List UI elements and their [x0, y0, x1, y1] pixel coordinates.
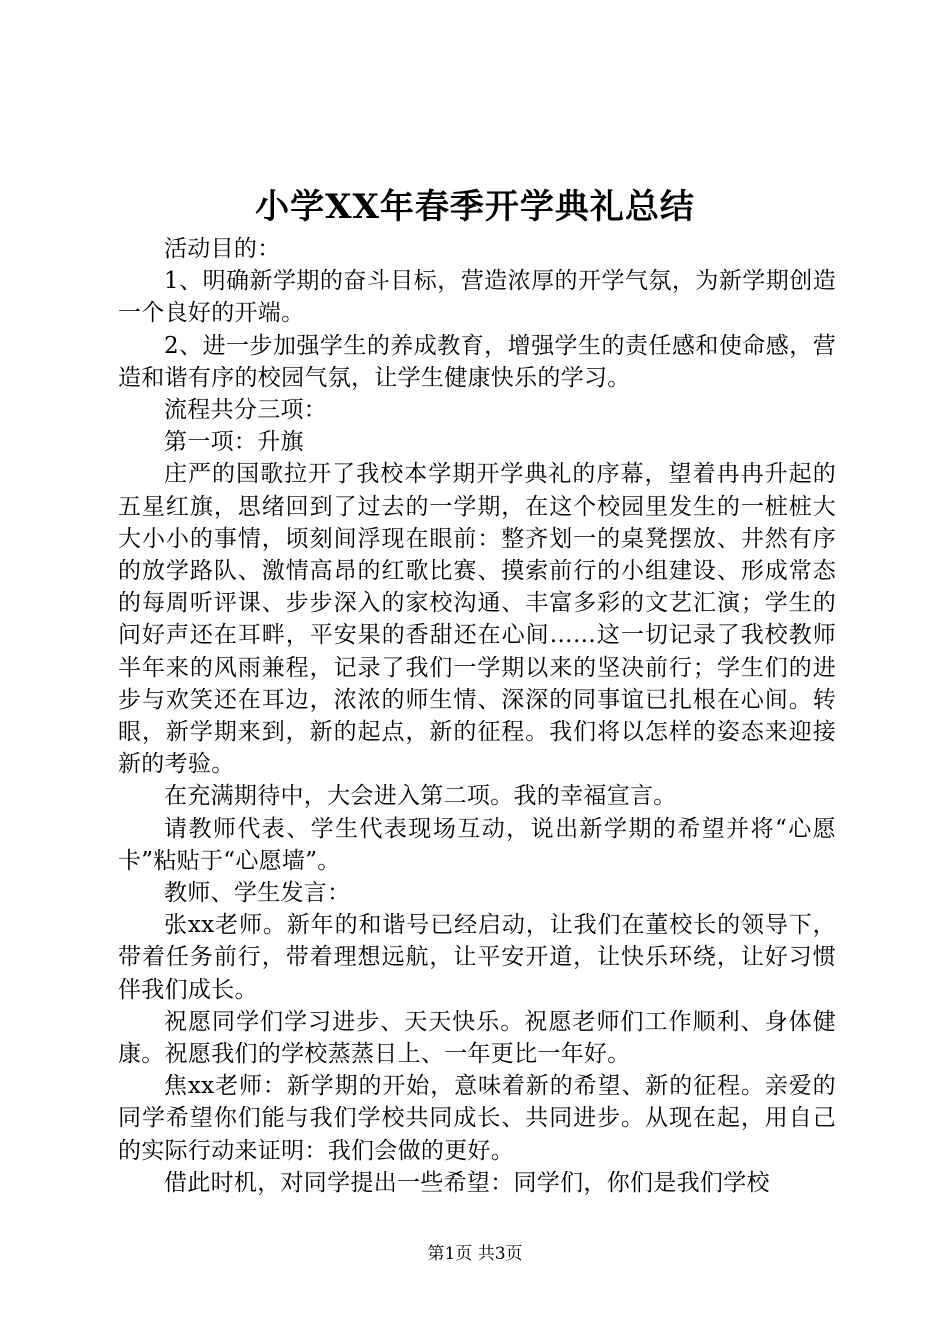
- paragraph-wishes: 祝愿同学们学习进步、天天快乐。祝愿老师们工作顺利、身体健康。祝愿我们的学校蒸蒸日上、一年更比一年好。: [118, 1008, 836, 1068]
- paragraph-speeches-heading: 教师、学生发言：: [164, 880, 351, 907]
- document-title: 小学XX年春季开学典礼总结: [255, 187, 695, 227]
- paragraph-process-heading: 流程共分三项：: [164, 397, 328, 424]
- paragraph-hopes: 借此时机，对同学提出一些希望：同学们，你们是我们学校: [164, 1169, 770, 1196]
- paragraph-activity-purpose: 活动目的：: [164, 236, 281, 262]
- document-body: [118, 233, 836, 1199]
- paragraph-teacher-zhang: 张xx老师。新年的和谐号已经启动，让我们在董校长的领导下，带着任务前行，带着理想远航，让平安开道，让快乐环绕，让好习惯伴我们成长。: [118, 912, 836, 1003]
- paragraph-goal-2: 2、进一步加强学生的养成教育，增强学生的责任感和使命感，营造和谐有序的校园气氛，让学生健康快乐的学习。: [118, 332, 836, 391]
- page-footer: 第1页 共3页: [427, 1244, 523, 1264]
- paragraph-item-one-flag: 第一项：升旗: [164, 429, 304, 456]
- paragraph-item-two: 在充满期待中，大会进入第二项。我的幸福宣言。: [164, 783, 677, 810]
- paragraph-wish-card: 请教师代表、学生代表现场互动，说出新学期的希望并将“心愿卡”粘贴于“心愿墙”。: [118, 815, 836, 874]
- paragraph-goal-1: 1、明确新学期的奋斗目标，营造浓厚的开学气氛，为新学期创造一个良好的开端。: [118, 268, 836, 327]
- paragraph-teacher-jiao: 焦xx老师：新学期的开始，意味着新的希望、新的征程。亲爱的同学希望你们能与我们学校共同成长、共同进步。从现在起，用自己的实际行动来证明：我们会做的更好。: [118, 1073, 836, 1164]
- paragraph-flag-ceremony: 庄严的国歌拉开了我校本学期开学典礼的序幕，望着冉冉升起的五星红旗，思绪回到了过去的一学期，在这个校园里发生的一桩桩大大小小的事情，顷刻间浮现在眼前：整齐划一的桌凳摆放、井然有序的放学路队、激情高昂的红歌比赛、摸索前行的小组建设、形成常态的每周听评课、步步深入的家校沟通、丰富多彩的文艺汇演；学生的问好声还在耳畔，平安果的香甜还在心间……这一切记录了我校教师半年来的风雨兼程，记录了我们一学期以来的坚决前行；学生们的进步与欢笑还在耳边，浓浓的师生情、深深的同事谊已扎根在心间。转眼，新学期来到，新的起点，新的征程。我们将以怎样的姿态来迎接新的考验。: [118, 461, 836, 778]
